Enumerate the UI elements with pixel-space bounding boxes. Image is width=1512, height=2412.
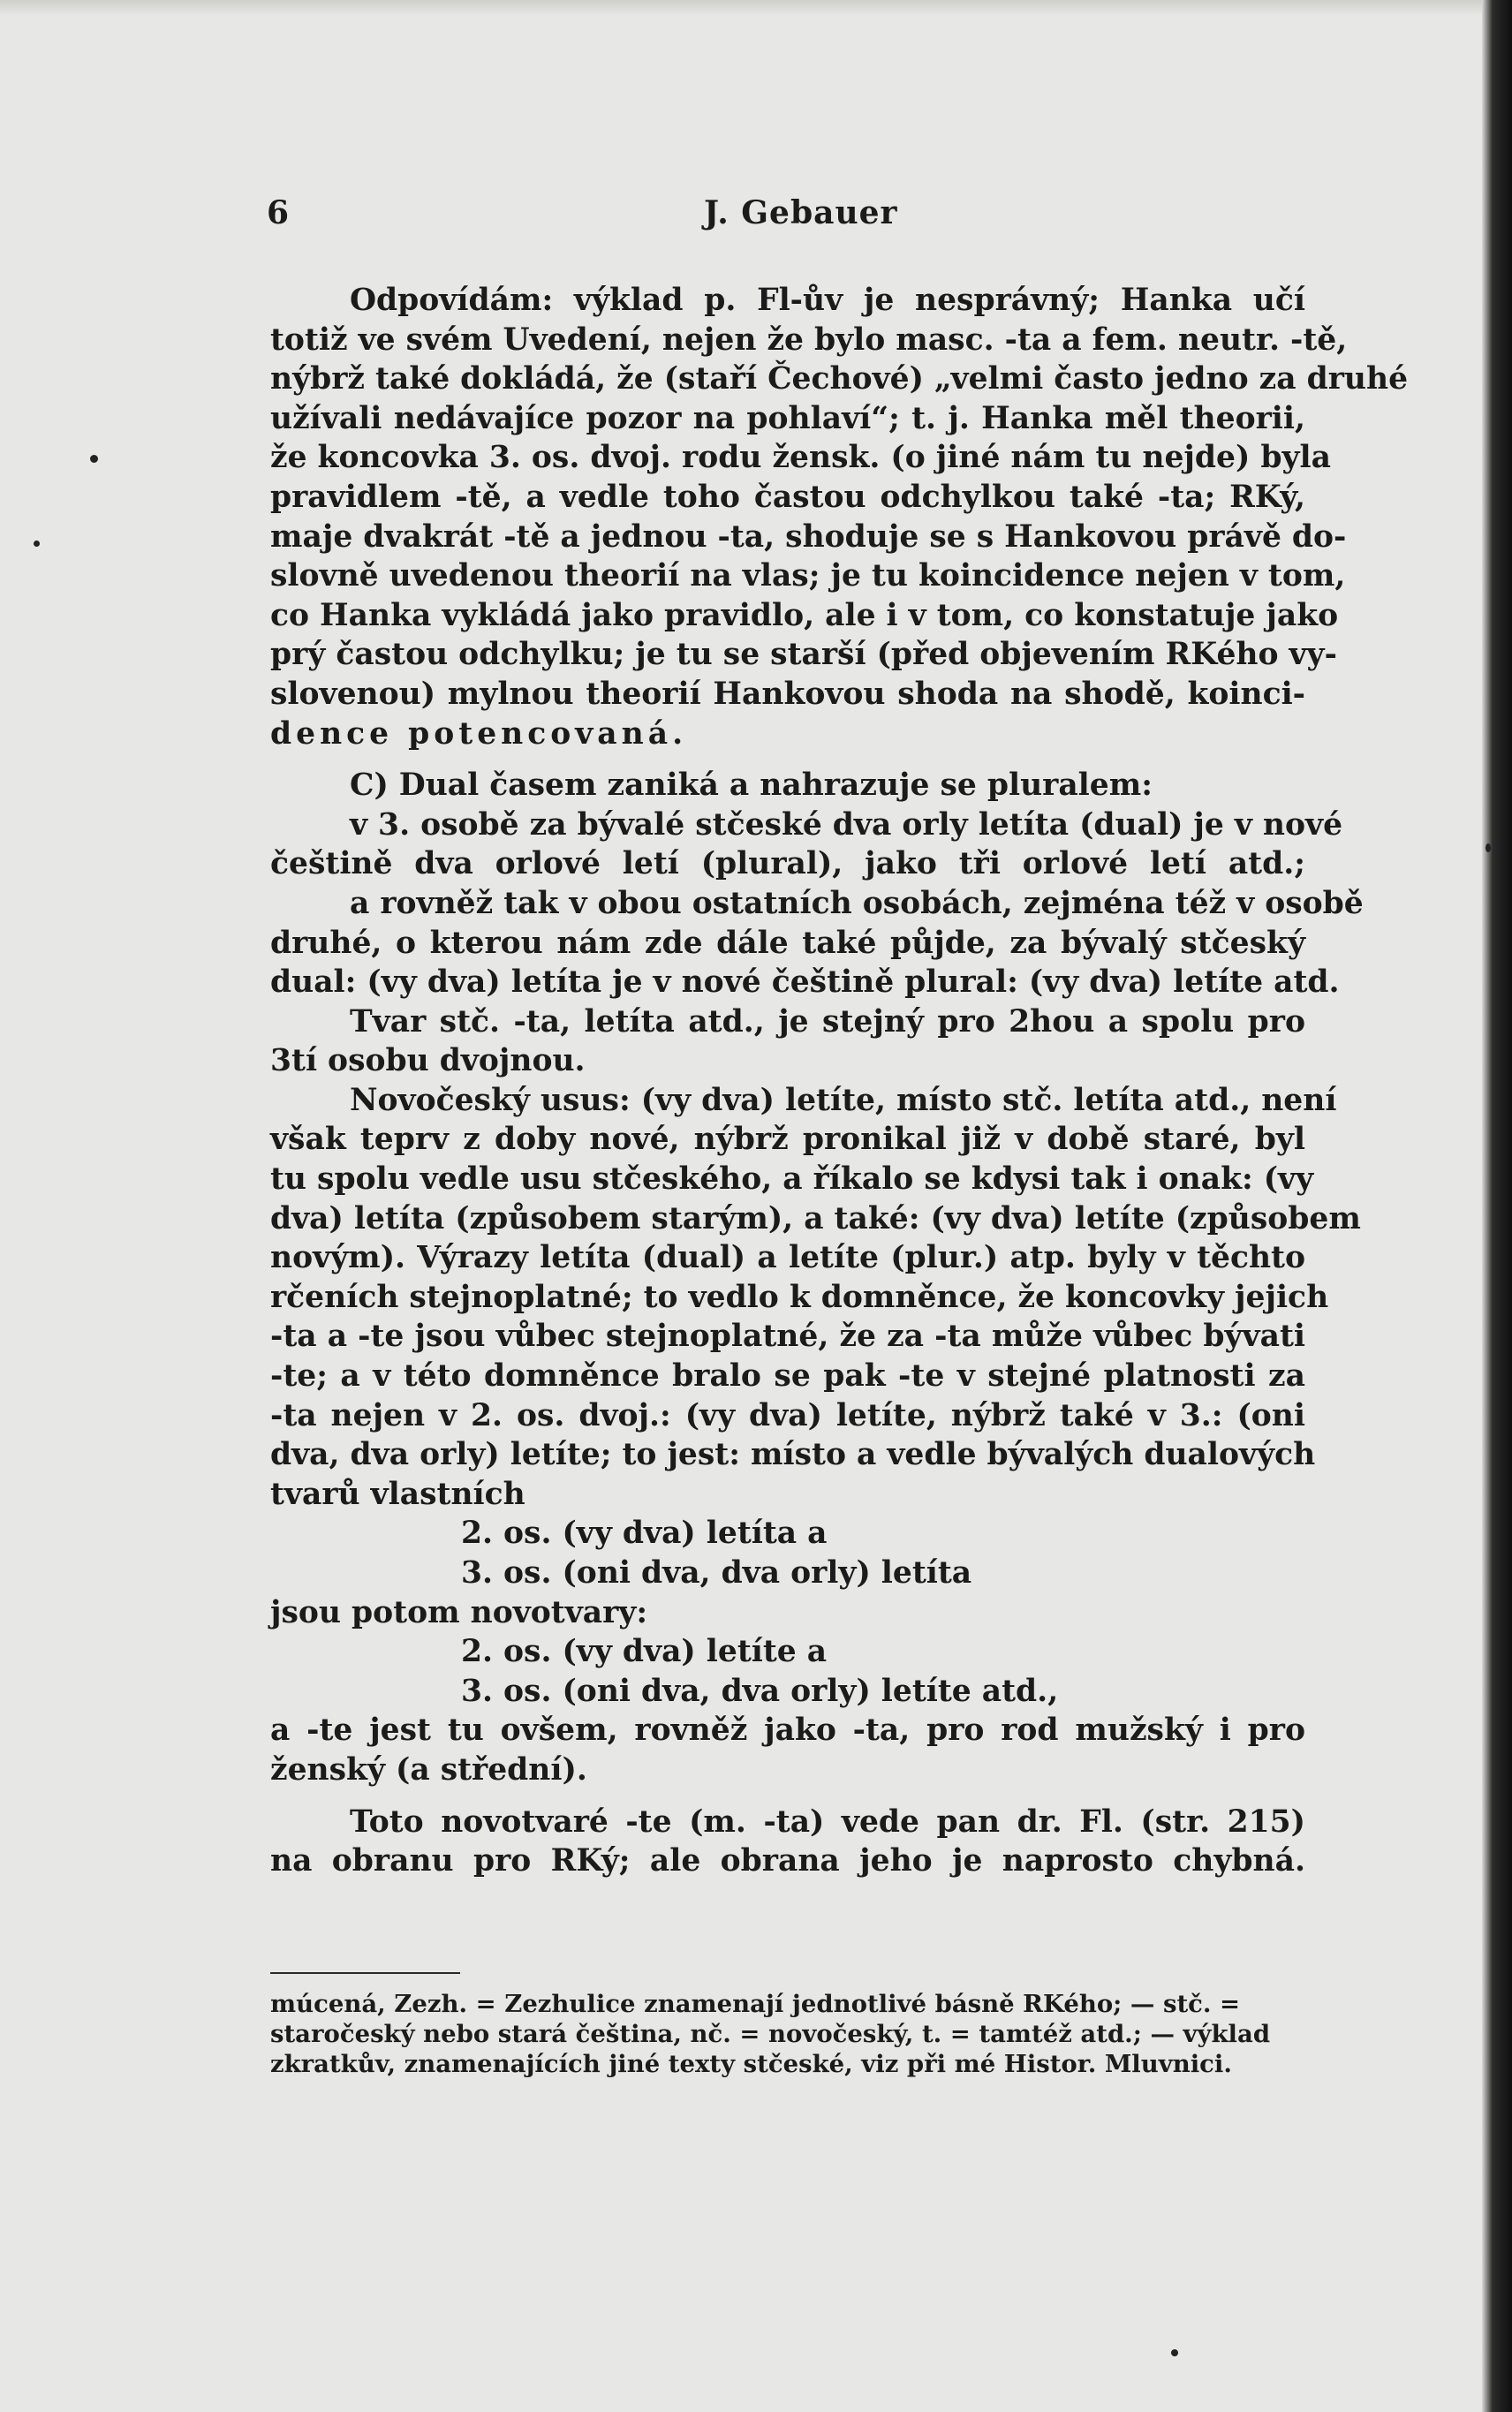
text-line: rčeních stejnoplatné; to vedlo k domněnce, že koncovky jejich	[270, 1279, 1329, 1315]
text-line: maje dvakrát -tě a jednou -ta, shoduje se s Hankovou právě do-	[270, 518, 1347, 555]
text-line: 3tí osobu dvojnou.	[270, 1043, 586, 1079]
text-line: dual: (vy dva) letíta je v nové češtině plural: (vy dva) letíte atd.	[270, 964, 1340, 1001]
text-line: v 3. osobě za bývalé stčeské dva orly letíta (dual) je v nové	[350, 806, 1343, 843]
text-line: Odpovídám: výklad p. Fl-ův je nesprávný; Hanka učí	[350, 283, 1305, 318]
text-line: češtině dva orlové letí (plural), jako tři orlové letí atd.;	[270, 846, 1305, 882]
text-line: -ta nejen v 2. os. dvoj.: (vy dva) letíte, nýbrž také v 3.: (oni	[270, 1397, 1305, 1433]
text-line: na obranu pro RKý; ale obrana jeho je naprosto chybná.	[270, 1843, 1305, 1879]
scan-speck	[34, 541, 40, 547]
scan-top-edge	[0, 0, 1512, 16]
running-head: J. Gebauer	[704, 194, 898, 231]
text-line: však teprv z doby nové, nýbrž pronikal již v době staré, byl	[270, 1122, 1305, 1158]
text-line: a rovněž tak v obou ostatních osobách, zejména též v osobě	[350, 885, 1364, 921]
text-line: Tvar stč. -ta, letíta atd., je stejný pro 2hou a spolu pro	[350, 1003, 1305, 1040]
text-line: 3. os. (oni dva, dva orly) letíte atd.,	[461, 1673, 1059, 1709]
body-text	[270, 281, 1409, 1881]
text-line: tvarů vlastních	[270, 1476, 525, 1512]
text-line: tu spolu vedle usu stčeského, a říkalo se kdysi tak i onak: (vy	[270, 1161, 1314, 1198]
footnote-divider	[270, 1972, 460, 1974]
text-line: prý častou odchylku; je tu se starší (před objevením RKého vy-	[270, 637, 1337, 673]
text-line: 3. os. (oni dva, dva orly) letíta	[461, 1555, 972, 1591]
text-line: že koncovka 3. os. dvoj. rodu žensk. (o jiné nám tu nejde) byla	[270, 440, 1331, 476]
text-line: slovenou) mylnou theorií Hankovou shoda na shodě, koinci-	[270, 676, 1305, 712]
text-line: Toto novotvaré -te (m. -ta) vede pan dr. Fl. (str. 215)	[350, 1803, 1305, 1840]
scan-speck	[1171, 2349, 1178, 2356]
text-line: novým). Výrazy letíta (dual) a letíte (plur.) atp. byly v těchto	[270, 1240, 1305, 1276]
text-line: slovně uvedenou theorií na vlas; je tu koincidence nejen v tom,	[270, 558, 1346, 594]
text-line: druhé, o kterou nám zde dále také půjde, za bývalý stčeský	[270, 925, 1305, 961]
scan-speck	[90, 455, 98, 463]
text-line: a -te jest tu ovšem, rovněž jako -ta, pro rod mužský i pro	[270, 1713, 1305, 1749]
page-header	[267, 194, 1309, 238]
text-line: 2. os. (vy dva) letíta a	[461, 1516, 828, 1552]
text-line: totiž ve svém Uvedení, nejen že bylo masc. -ta a fem. neutr. -tě,	[270, 321, 1348, 358]
text-line: pravidlem -tě, a vedle toho častou odchylkou také -ta; RKý,	[270, 479, 1305, 515]
page-number: 6	[267, 194, 290, 231]
scan-speck	[1486, 843, 1491, 852]
text-line: co Hanka vykládá jako pravidlo, ale i v tom, co konstatuje jako	[270, 597, 1339, 633]
section-heading-c: C) Dual časem zaniká a nahrazuje se pluralem:	[350, 767, 1153, 804]
text-line: dva) letíta (způsobem starým), a také: (vy dva) letíte (způsobem	[270, 1200, 1361, 1236]
text-line: -te; a v této domněnce bralo se pak -te v stejné platnosti za	[270, 1358, 1305, 1395]
text-line: užívali nedávajíce pozor na pohlaví“; t. j. Hanka měl theorii,	[270, 400, 1305, 436]
text-line: jsou potom novotvary:	[270, 1594, 648, 1630]
text-line: -ta a -te jsou vůbec stejnoplatné, že za -ta může vůbec bývati	[270, 1319, 1305, 1355]
footnote: múcená, Zezh. = Zezhulice znamenají jednotlivé básně RKého; — stč. = staročeský nebo stará čeština, nč. = novočeský, t. = tamtéž atd.; — výklad zkratkův, znamenajících jiné texty stčeské, viz při mé Histor. Mluvnici.	[270, 1990, 1271, 2078]
scan-right-edge	[1482, 0, 1512, 2412]
text-line: 2. os. (vy dva) letíte a	[461, 1634, 828, 1670]
text-line: dva, dva orly) letíte; to jest: místo a vedle bývalých dualových	[270, 1437, 1316, 1473]
text-line: dence potencovaná.	[270, 715, 688, 752]
text-line: ženský (a střední).	[270, 1751, 587, 1788]
text-line: Novočeský usus: (vy dva) letíte, místo stč. letíta atd., není	[350, 1082, 1337, 1118]
text-line: nýbrž také dokládá, že (staří Čechové) „velmi často jedno za druhé	[270, 361, 1409, 397]
